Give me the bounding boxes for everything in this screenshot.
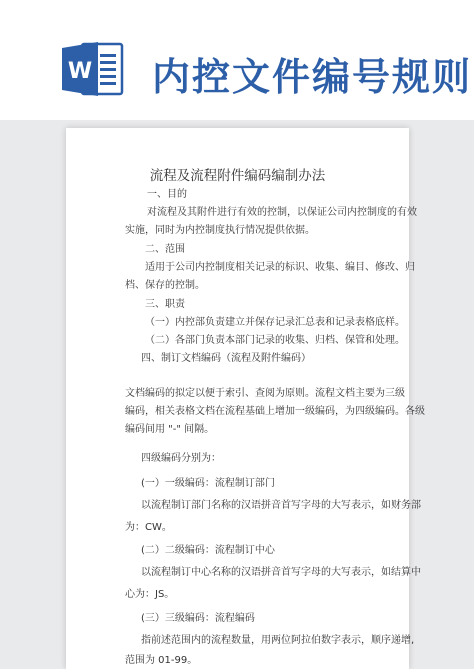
paragraph-line: 为：CW。 <box>125 522 172 533</box>
paragraph-line: 适用于公司内控制度相关记录的标识、收集、编目、修改、归 <box>145 262 415 273</box>
paragraph-line: 实施，同时为内控制度执行情况提供依据。 <box>125 225 315 236</box>
word-document-icon <box>62 40 124 98</box>
section-heading: (一）一级编码：流程制订部门 <box>141 478 275 489</box>
section-heading: 三、职责 <box>145 299 185 310</box>
paragraph-line: 四级编码分别为： <box>141 453 221 464</box>
paragraph-line: 心为：JS。 <box>125 589 175 600</box>
svg-text:W: W <box>67 59 93 84</box>
paragraph-line: 以流程制订中心名称的汉语拼音首写字母的大写表示，如结算中 <box>141 567 421 578</box>
page-title: 内控文件编号规则 <box>152 55 473 99</box>
paragraph-line: 档、保存的控制。 <box>125 280 205 291</box>
paragraph-line: 编码间用 "-" 间隔。 <box>125 424 215 435</box>
paragraph-line: 范围为 01-99。 <box>125 655 198 666</box>
document-page <box>66 128 425 669</box>
paragraph-line: 以流程制订部门名称的汉语拼音首写字母的大写表示，如财务部 <box>141 500 421 511</box>
section-heading: (二）二级编码：流程制订中心 <box>141 545 275 556</box>
paragraph-line: 文档编码的拟定以便于索引、查阅为原则。流程文档主要为三级 <box>125 388 405 399</box>
document-title: 流程及流程附件编码编制办法 <box>149 168 326 184</box>
paragraph-line: （一）内控部负责建立并保存记录汇总表和记录表格底样。 <box>145 317 405 328</box>
header-banner <box>0 0 474 120</box>
paragraph-line: 编码，相关表格文档在流程基础上增加一级编码，为四级编码。各级 <box>125 406 425 417</box>
section-heading: 二、范围 <box>145 244 185 255</box>
paragraph-line: 指前述范围内的流程数量，用两位阿拉伯数字表示，顺序递增, <box>141 635 415 646</box>
paragraph-line: （二）各部门负责本部门记录的收集、归档、保管和处理。 <box>145 335 405 346</box>
section-heading: 一、目的 <box>147 189 187 200</box>
section-heading: (三）三级编码：流程编码 <box>141 613 255 624</box>
paragraph-line: 对流程及其附件进行有效的控制，以保证公司内控制度的有效 <box>147 207 417 218</box>
section-heading: 四、制订文档编码（流程及附件编码） <box>141 353 311 364</box>
